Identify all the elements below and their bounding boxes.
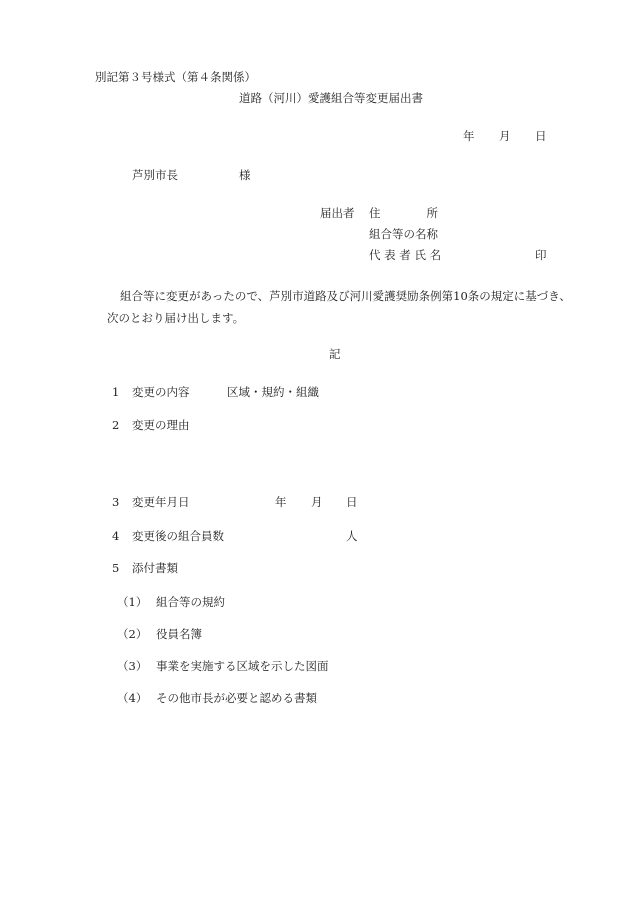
item-2-number: 2 — [112, 418, 120, 432]
addressee-name: 芦別市長 — [132, 168, 178, 182]
attachment-1-number: （1） — [117, 595, 148, 609]
item-4-label: 変更後の組合員数 — [132, 529, 224, 543]
notifier-org-name-label: 組合等の名称 — [369, 227, 438, 241]
attachment-3-number: （3） — [117, 659, 148, 673]
item-4-number: 4 — [112, 529, 120, 543]
ki-heading: 記 — [329, 347, 341, 361]
attachment-3-label: 事業を実施する区域を示した図面 — [156, 659, 329, 673]
attachment-1-label: 組合等の規約 — [156, 595, 225, 609]
seal-mark: 印 — [535, 248, 547, 262]
item-5-number: 5 — [112, 561, 120, 575]
addressee-honorific: 様 — [239, 168, 251, 182]
date-month: 月 — [499, 129, 511, 143]
item-1-value: 区域・規約・組織 — [227, 385, 319, 399]
date-year: 年 — [463, 129, 475, 143]
item-3-day: 日 — [346, 495, 358, 509]
document-title: 道路（河川）愛護組合等変更届出書 — [239, 91, 423, 105]
attachment-2-label: 役員名簿 — [156, 627, 202, 641]
date-day: 日 — [535, 129, 547, 143]
notifier-rep-name-label: 代 表 者 氏 名 — [369, 248, 442, 262]
item-3-year: 年 — [275, 495, 287, 509]
notifier-label: 届出者 — [320, 206, 355, 220]
item-3-label: 変更年月日 — [132, 495, 190, 509]
item-3-number: 3 — [112, 495, 120, 509]
item-4-unit: 人 — [346, 529, 358, 543]
attachment-4-label: その他市長が必要と認める書類 — [156, 691, 317, 705]
item-2-label: 変更の理由 — [132, 418, 190, 432]
notifier-address-label: 住 所 — [369, 206, 438, 220]
form-number: 別記第３号様式（第４条関係） — [95, 70, 256, 84]
body-text-line-1: 組合等に変更があったので、芦別市道路及び河川愛護奨励条例第10条の規定に基づき、 — [120, 289, 571, 303]
item-1-number: 1 — [112, 385, 120, 399]
attachment-2-number: （2） — [117, 627, 148, 641]
attachment-4-number: （4） — [117, 691, 148, 705]
item-1-label: 変更の内容 — [132, 385, 190, 399]
item-5-label: 添付書類 — [132, 561, 178, 575]
body-text-line-2: 次のとおり届け出します。 — [107, 311, 245, 325]
item-3-month: 月 — [311, 495, 323, 509]
